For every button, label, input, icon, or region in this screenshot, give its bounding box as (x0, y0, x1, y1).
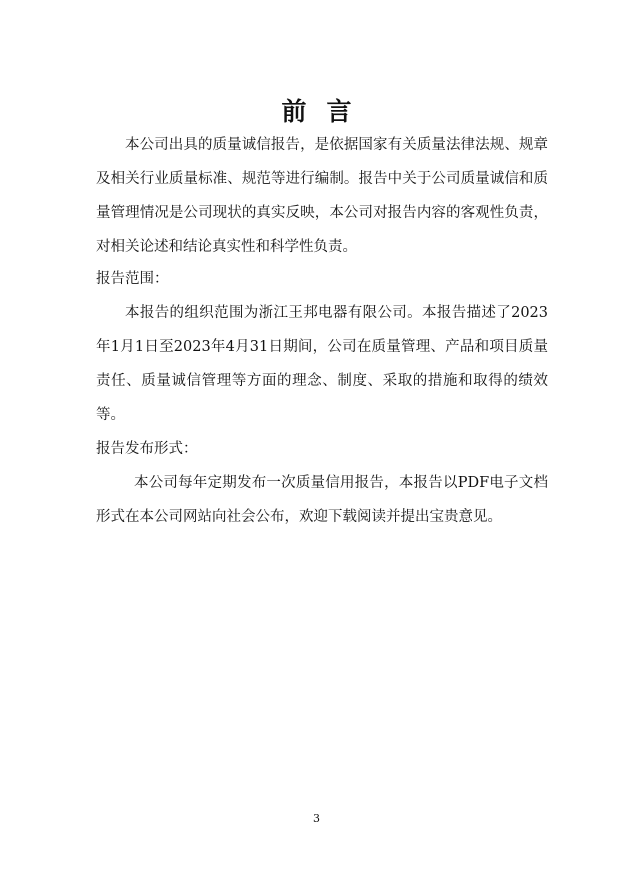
publish-heading: 报告发布形式： (96, 441, 198, 457)
page-title: 前言 (281, 97, 372, 126)
publish-paragraph: 本公司每年定期发布一次质量信用报告，本报告以PDF电子文档形式在本公司网站向社会公布，欢迎下载阅读并提出宝贵意见。 (96, 475, 548, 525)
scope-heading: 报告范围： (96, 271, 169, 287)
scope-paragraph: 本报告的组织范围为浙江王邦电器有限公司。本报告描述了2023年1月1日至2023年4月31日期间，公司在质量管理、产品和项目质量责任、质量诚信管理等方面的理念、制度、采取的措施和取得的绩效等。 (96, 305, 548, 423)
page-number: 3 (313, 812, 320, 825)
intro-paragraph: 本公司出具的质量诚信报告，是依据国家有关质量法律法规、规章及相关行业质量标准、规范等进行编制。报告中关于公司质量诚信和质量管理情况是公司现状的真实反映，本公司对报告内容的客观性负责，对相关论述和结论真实性和科学性负责。 (96, 137, 548, 255)
